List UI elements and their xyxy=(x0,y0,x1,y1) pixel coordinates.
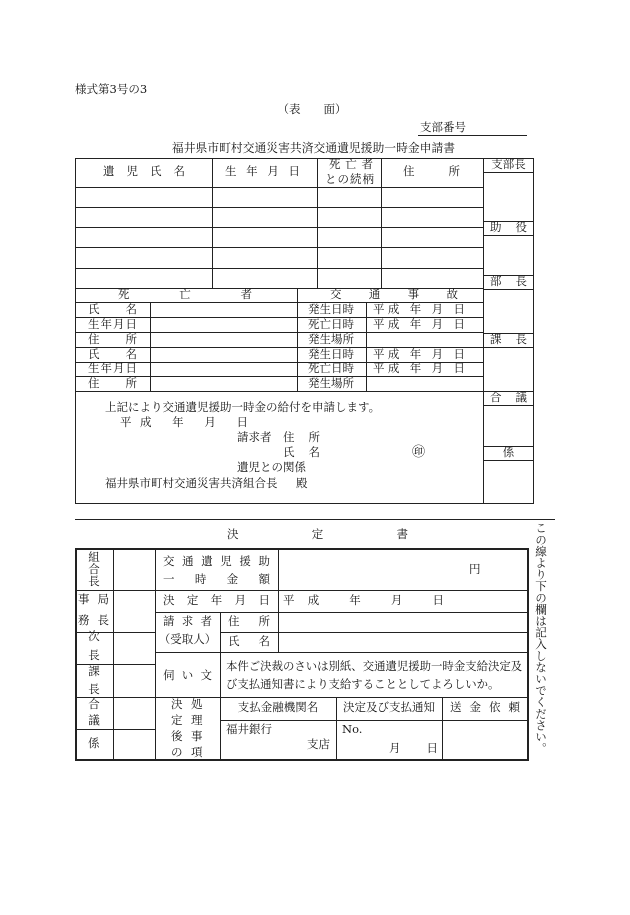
side-label: （表 面） xyxy=(277,102,347,116)
post-decision-label-row: 後事 xyxy=(171,729,211,743)
post-decision-label-row: 決処 xyxy=(171,697,211,711)
honorific: 殿 xyxy=(296,476,308,490)
addressee: 福井県市町村交通災害共済組合長 xyxy=(105,476,278,490)
deceased-field-label: 生年月日 xyxy=(88,317,137,331)
grid-line xyxy=(155,652,528,653)
grid-line xyxy=(317,158,318,288)
approval-department-head: 部 長 xyxy=(490,274,527,288)
decision-date-label: 決 定 年 月 日 xyxy=(163,593,270,607)
approver-section-head: 課長 xyxy=(87,665,101,701)
deceased-field-label: 生年月日 xyxy=(88,361,137,375)
approver-secretariat-row2: 務長 xyxy=(78,613,117,627)
column-header-relation-line2: との続柄 xyxy=(325,172,374,186)
grid-line xyxy=(75,247,483,248)
grid-line xyxy=(483,235,533,236)
bank-header: 支払金融機関名 xyxy=(237,700,319,714)
form-title: 福井県市町村交通災害共済交通遺児援助一時金申請書 xyxy=(171,141,456,155)
approver-staff: 係 xyxy=(88,736,100,750)
notice-header: 決定及び支払通知 xyxy=(343,700,435,714)
grid-line xyxy=(75,268,483,269)
claimant-name-label: 氏 名 xyxy=(283,445,320,459)
amount-label-line1: 交 通 遺 児 援 助 xyxy=(163,554,270,568)
inquiry-text: 本件ご決裁のさいは別紙、交通遺児援助一時金支給決定及び支払通知書により支給することとしてよろしいか。 xyxy=(226,659,523,691)
notice-date: 月 日 xyxy=(389,741,438,755)
relation-to-child-label: 遺児との関係 xyxy=(237,460,306,474)
grid-line xyxy=(483,405,533,406)
deceased-field-label: 氏 名 xyxy=(88,302,137,316)
grid-line xyxy=(483,289,533,290)
grid-line xyxy=(381,158,382,288)
deceased-section-header: 死 亡 者 xyxy=(118,287,252,301)
column-header-address: 住 所 xyxy=(403,164,460,178)
grid-line xyxy=(483,460,533,461)
branch-number-underline xyxy=(418,135,527,136)
amount-label-line2: 一 時 金 額 xyxy=(163,572,270,586)
approval-staff: 係 xyxy=(502,445,515,459)
application-date: 平成 年 月 日 xyxy=(120,415,248,429)
accident-field-label: 死亡日時 xyxy=(308,317,354,331)
approver-secretariat-row1: 事局 xyxy=(78,592,117,606)
grid-line xyxy=(220,612,221,760)
column-header-child-name: 遺 児 氏 名 xyxy=(103,164,185,178)
accident-field-value: 平成 年 月 日 xyxy=(373,347,465,361)
recipient-sub-label: （受取人） xyxy=(158,632,217,646)
accident-field-label: 発生場所 xyxy=(308,376,354,390)
column-header-birth-date: 生 年 月 日 xyxy=(225,164,300,178)
decision-date-value: 平成 年 月 日 xyxy=(283,593,444,607)
approval-consultation: 合 議 xyxy=(490,390,527,404)
recipient-address-label: 住 所 xyxy=(228,614,270,628)
grid-line xyxy=(483,172,533,173)
grid-line xyxy=(212,158,213,288)
deceased-field-label: 住 所 xyxy=(88,332,137,346)
grid-line xyxy=(220,632,528,633)
notice-number-label: No. xyxy=(342,722,363,736)
accident-field-label: 発生日時 xyxy=(308,302,354,316)
inquiry-label: 伺 い 文 xyxy=(163,668,212,682)
accident-field-label: 発生日時 xyxy=(308,347,354,361)
bank-name: 福井銀行 xyxy=(226,722,272,736)
accident-section-header: 交 通 事 故 xyxy=(330,287,458,301)
cut-line xyxy=(75,519,555,520)
claimant-label: 請求者 xyxy=(237,430,272,444)
accident-field-value: 平成 年 月 日 xyxy=(373,317,465,331)
accident-field-value: 平成 年 月 日 xyxy=(373,361,465,375)
grid-line xyxy=(155,548,156,760)
deceased-field-label: 住 所 xyxy=(88,376,137,390)
grid-line xyxy=(155,612,528,613)
approval-deputy: 助 役 xyxy=(490,220,527,234)
claimant-address-label: 住 所 xyxy=(283,430,320,444)
approver-union-head: 組合長 xyxy=(87,551,101,587)
grid-line xyxy=(442,697,443,760)
accident-field-label: 発生場所 xyxy=(308,332,354,346)
remittance-header: 送 金 依 頼 xyxy=(450,700,520,714)
approver-consultation: 合議 xyxy=(87,698,101,730)
grid-line xyxy=(75,227,483,228)
column-header-relation-line1: 死 亡 者 xyxy=(329,157,373,171)
grid-line xyxy=(366,302,367,391)
grid-line xyxy=(75,391,483,392)
grid-line xyxy=(278,548,279,652)
amount-unit: 円 xyxy=(469,562,481,576)
approval-branch-head: 支部長 xyxy=(491,157,526,171)
grid-line xyxy=(483,347,533,348)
recipient-label: 請 求 者 xyxy=(163,614,212,628)
accident-field-value: 平成 年 月 日 xyxy=(373,302,465,316)
declaration-text: 上記により交通遺児援助一時金の給付を申請します。 xyxy=(105,400,381,414)
grid-line xyxy=(75,207,483,208)
post-decision-label-row: 定理 xyxy=(171,713,211,727)
recipient-name-label: 氏 名 xyxy=(228,634,270,648)
post-decision-label-row: の項 xyxy=(171,745,211,759)
decision-title: 決 定 書 xyxy=(227,527,408,541)
grid-line xyxy=(75,187,483,188)
branch-suffix: 支店 xyxy=(307,737,330,751)
approval-section-head: 課 長 xyxy=(490,332,527,346)
do-not-fill-notice: この線より下の欄は記入しないでください。 xyxy=(534,522,548,754)
branch-number-label: 支部番号 xyxy=(420,120,466,134)
accident-field-label: 死亡日時 xyxy=(308,361,354,375)
grid-line xyxy=(220,720,528,721)
grid-line xyxy=(297,288,298,391)
form-number: 様式第3号の3 xyxy=(75,82,148,96)
grid-line xyxy=(150,302,151,391)
deceased-field-label: 氏 名 xyxy=(88,347,137,361)
seal-mark: ㊞ xyxy=(412,445,426,460)
grid-line xyxy=(75,697,528,698)
approver-deputy: 次長 xyxy=(87,630,101,668)
grid-line xyxy=(113,548,114,760)
grid-line xyxy=(75,590,528,591)
